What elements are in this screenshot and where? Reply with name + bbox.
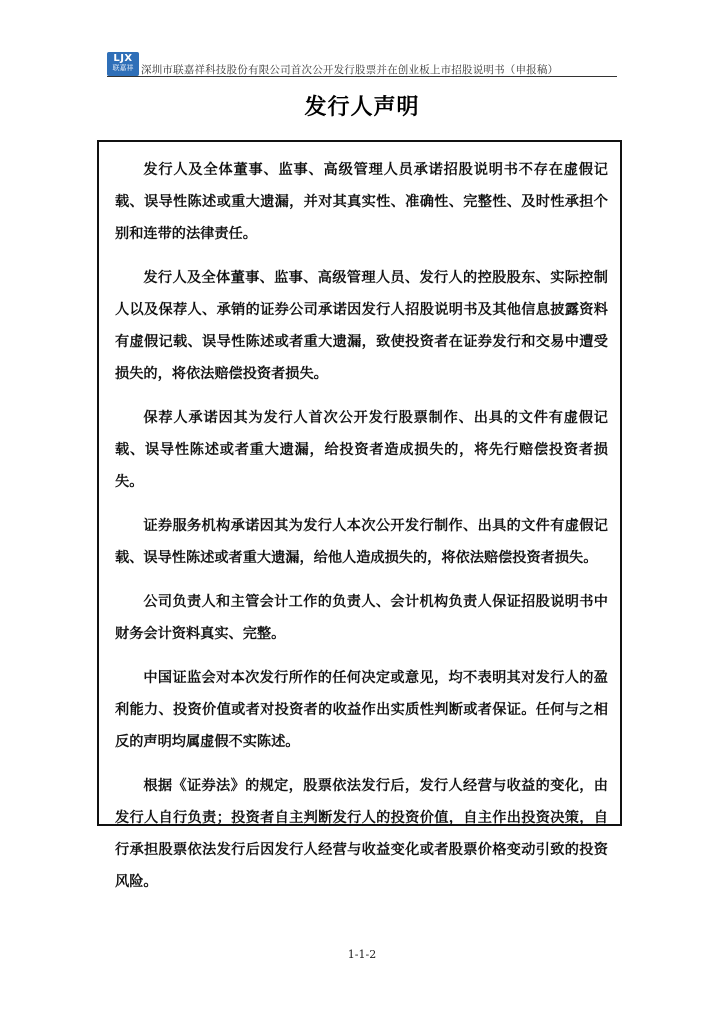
statement-paragraph: 证券服务机构承诺因其为发行人本次公开发行制作、出具的文件有虚假记载、误导性陈述或者重大遗漏，给他人造成损失的，将依法赔偿投资者损失。 xyxy=(115,518,608,566)
statement-body xyxy=(115,154,608,910)
header-divider xyxy=(107,76,617,77)
statement-box xyxy=(97,140,622,890)
statement-paragraph: 公司负责人和主管会计工作的负责人、会计机构负责人保证招股说明书中财务会计资料真实、完整。 xyxy=(115,594,608,642)
page-header xyxy=(107,46,617,78)
statement-paragraph: 根据《证券法》的规定，股票依法发行后，发行人经营与收益的变化，由发行人自行负责；投资者自主判断发行人的投资价值，自主作出投资决策，自行承担股票依法发行后因发行人经营与收益变化或者股票价格变动引致的投资风险。 xyxy=(115,778,608,890)
statement-paragraph: 中国证监会对本次发行所作的任何决定或意见，均不表明其对发行人的盈利能力、投资价值或者对投资者的收益作出实质性判断或者保证。任何与之相反的声明均属虚假不实陈述。 xyxy=(115,670,608,750)
statement-paragraph: 发行人及全体董事、监事、高级管理人员承诺招股说明书不存在虚假记载、误导性陈述或重大遗漏，并对其真实性、准确性、完整性、及时性承担个别和连带的法律责任。 xyxy=(115,162,608,242)
header-document-title: 深圳市联嘉祥科技股份有限公司首次公开发行股票并在创业板上市招股说明书（申报稿） xyxy=(141,64,559,76)
logo-company-name: 联嘉祥 xyxy=(112,64,134,72)
company-logo xyxy=(107,52,139,76)
logo-mark-text: LJX xyxy=(113,53,133,64)
statement-paragraph: 保荐人承诺因其为发行人首次公开发行股票制作、出具的文件有虚假记载、误导性陈述或者重大遗漏，给投资者造成损失的，将先行赔偿投资者损失。 xyxy=(115,410,608,490)
statement-paragraph: 发行人及全体董事、监事、高级管理人员、发行人的控股股东、实际控制人以及保荐人、承销的证券公司承诺因发行人招股说明书及其他信息披露资料有虚假记载、误导性陈述或者重大遗漏，致使投资者在证券发行和交易中遭受损失的，将依法赔偿投资者损失。 xyxy=(115,270,608,382)
page-title: 发行人声明 xyxy=(304,95,420,120)
page-number: 1-1-2 xyxy=(347,948,377,961)
